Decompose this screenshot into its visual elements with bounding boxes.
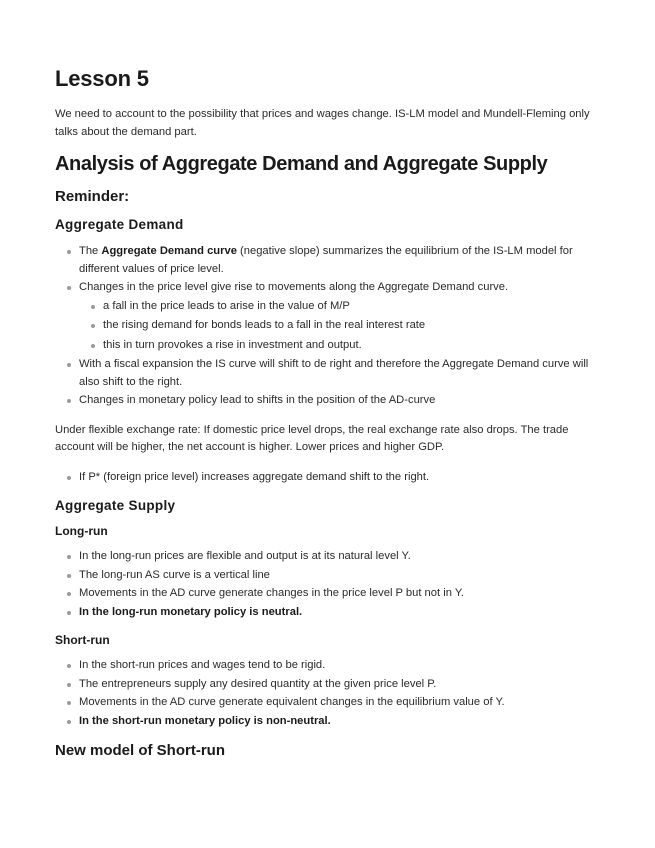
ad-curve-bold: Aggregate Demand curve: [101, 245, 237, 257]
list-item-bold: In the short-run monetary policy is non-neutral.: [79, 713, 603, 731]
new-model-heading: New model of Short-run: [55, 742, 225, 759]
list-item: [79, 243, 603, 278]
ad-item2: Changes in the price level give rise to movements along the Aggregate Demand curve.: [79, 281, 509, 293]
list-item: If P* (foreign price level) increases aggregate demand shift to the right.: [79, 469, 603, 487]
document-page: [55, 66, 603, 771]
list-item: The long-run AS curve is a vertical line: [79, 567, 603, 585]
sub-list-item: a fall in the price leads to arise in the value of M/P: [103, 298, 603, 316]
long-run-heading: Long-run: [55, 524, 108, 538]
ad-item1-pre: The: [79, 245, 102, 257]
short-run-heading: Short-run: [55, 633, 110, 647]
aggregate-demand-heading: Aggregate Demand: [55, 217, 184, 232]
flexible-exchange-paragraph: Under flexible exchange rate: If domestic price level drops, the real exchange rate also drops. The trade account will be higher, the net account is higher. Lower prices and higher GDP.: [55, 423, 569, 453]
aggregate-demand-list: [55, 243, 603, 410]
aggregate-supply-heading: Aggregate Supply: [55, 498, 176, 513]
sub-list-item: the rising demand for bonds leads to a fall in the real interest rate: [103, 317, 603, 335]
analysis-heading: Analysis of Aggregate Demand and Aggregate Supply: [55, 153, 548, 175]
list-item: With a fiscal expansion the IS curve will shift to de right and therefore the Aggregate Demand curve will also shift to the right.: [79, 356, 603, 391]
list-item: In the short-run prices and wages tend to be rigid.: [79, 657, 603, 675]
list-item: Movements in the AD curve generate equivalent changes in the equilibrium value of Y.: [79, 694, 603, 712]
foreign-price-list: [55, 469, 603, 487]
intro-paragraph: We need to account to the possibility that prices and wages change. IS-LM model and Mundell-Fleming only talks about the demand part.: [55, 108, 590, 138]
list-item: [79, 279, 603, 354]
list-item: The entrepreneurs supply any desired quantity at the given price level P.: [79, 676, 603, 694]
short-run-list: [55, 657, 603, 730]
ad-sub-list: [79, 298, 603, 355]
ad-item1-post: (negative slope) summarizes the equilibrium of the IS-LM model for different values of price level.: [79, 245, 573, 275]
long-run-list: [55, 548, 603, 621]
list-item: In the long-run prices are flexible and output is at its natural level Y.: [79, 548, 603, 566]
list-item-bold: In the long-run monetary policy is neutral.: [79, 604, 603, 622]
list-item: Changes in monetary policy lead to shifts in the position of the AD-curve: [79, 392, 603, 410]
list-item: Movements in the AD curve generate changes in the price level P but not in Y.: [79, 585, 603, 603]
lesson-title: Lesson 5: [55, 66, 149, 91]
sub-list-item: this in turn provokes a rise in investment and output.: [103, 337, 603, 355]
reminder-heading: Reminder:: [55, 188, 130, 205]
